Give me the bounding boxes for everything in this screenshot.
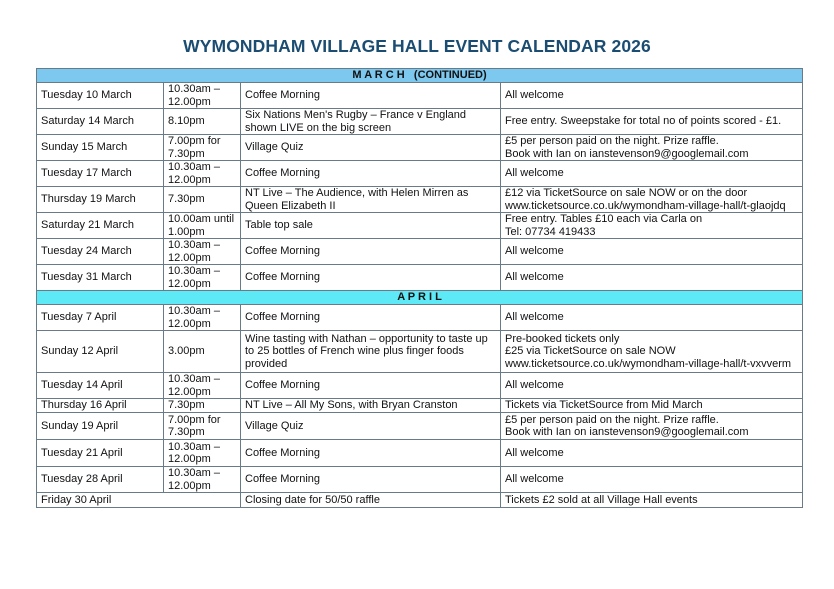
table-row [37, 161, 803, 187]
table-row [37, 413, 803, 440]
event-info [501, 265, 803, 291]
event-date: Tuesday 17 March [37, 161, 164, 187]
event-info [501, 109, 803, 135]
event-info-line: All welcome [505, 311, 564, 324]
event-name [241, 187, 501, 213]
event-date: Saturday 21 March [37, 213, 164, 239]
event-time-line: 12.00pm [168, 385, 211, 398]
table-row [37, 399, 803, 413]
event-time-line: 1.00pm [168, 225, 205, 238]
event-name-line: NT Live – The Audience, with Helen Mirren as [245, 187, 469, 199]
event-name-line: Village Quiz [245, 419, 304, 432]
event-time [164, 161, 241, 187]
event-info-line: Tickets £2 sold at all Village Hall events [505, 493, 698, 506]
event-name-line: Closing date for 50/50 raffle [245, 493, 380, 506]
event-name [241, 305, 501, 331]
event-date: Thursday 16 April [37, 399, 164, 413]
event-info [501, 213, 803, 239]
event-name [241, 109, 501, 135]
event-time-line: 8.10pm [168, 115, 205, 128]
event-name-line: Coffee Morning [245, 89, 321, 102]
event-time-line: 7.00pm for [168, 135, 221, 147]
event-name-line: Queen Elizabeth II [245, 199, 336, 212]
table-row [37, 493, 803, 508]
event-name [241, 239, 501, 265]
event-info [501, 331, 803, 373]
event-info-line: All welcome [505, 473, 564, 486]
event-time [164, 331, 241, 373]
event-name-line: Table top sale [245, 219, 313, 232]
event-name [241, 373, 501, 399]
table-row [37, 187, 803, 213]
event-name [241, 83, 501, 109]
event-info [501, 83, 803, 109]
event-info [501, 135, 803, 161]
event-name [241, 161, 501, 187]
event-name [241, 399, 501, 413]
event-time-line: 7.30pm [168, 193, 205, 206]
event-info [501, 440, 803, 467]
event-info-line: Tel: 07734 419433 [505, 225, 596, 238]
event-name [241, 331, 501, 373]
event-info-line: www.ticketsource.co.uk/wymondham-village-hall/t-vxvverm [505, 357, 792, 370]
event-time [164, 109, 241, 135]
event-name [241, 413, 501, 440]
event-time-line: 12.00pm [168, 173, 211, 186]
event-info-line: All welcome [505, 167, 564, 180]
event-time-line: 12.00pm [168, 95, 211, 108]
event-info [501, 399, 803, 413]
event-info-line: All welcome [505, 379, 564, 392]
event-name-line: shown LIVE on the big screen [245, 121, 392, 134]
event-name [241, 440, 501, 467]
event-name [241, 265, 501, 291]
event-name-line: to 25 bottles of French wine plus finger foods [245, 345, 464, 358]
table-row [37, 239, 803, 265]
event-info-line: £25 via TicketSource on sale NOW [505, 345, 676, 358]
table-row [37, 305, 803, 331]
event-time-line: 10.30am – [168, 467, 220, 479]
table-row [37, 467, 803, 493]
event-calendar-table [36, 68, 803, 508]
event-date: Friday 30 April [37, 493, 241, 508]
event-time-line: 12.00pm [168, 317, 211, 330]
table-row [37, 265, 803, 291]
event-name-line: Village Quiz [245, 141, 304, 154]
event-name-line: NT Live – All My Sons, with Bryan Cranston [245, 399, 458, 412]
event-name-line: Wine tasting with Nathan – opportunity to taste up [245, 332, 488, 345]
event-time [164, 467, 241, 493]
event-date: Sunday 19 April [37, 413, 164, 440]
event-name-line: Coffee Morning [245, 473, 321, 486]
month-header-row [37, 69, 803, 83]
event-time [164, 213, 241, 239]
event-info-line: All welcome [505, 271, 564, 284]
event-info [501, 239, 803, 265]
event-name-line: Coffee Morning [245, 271, 321, 284]
event-date: Sunday 12 April [37, 331, 164, 373]
table-row [37, 83, 803, 109]
event-time-line: 3.00pm [168, 345, 205, 358]
event-time [164, 305, 241, 331]
event-name-line: Coffee Morning [245, 311, 321, 324]
event-info-line: Book with Ian on ianstevenson9@googlemail.com [505, 147, 749, 160]
event-time [164, 135, 241, 161]
event-time-line: 10.30am – [168, 161, 220, 173]
event-info-line: £12 via TicketSource on sale NOW or on the door [505, 187, 748, 199]
event-info-line: £5 per person paid on the night. Prize raffle. [505, 413, 719, 426]
event-info-line: All welcome [505, 245, 564, 258]
event-date: Sunday 15 March [37, 135, 164, 161]
event-info [501, 467, 803, 493]
event-time [164, 399, 241, 413]
event-time-line: 10.30am – [168, 239, 220, 251]
event-info [501, 373, 803, 399]
table-row [37, 135, 803, 161]
event-date: Tuesday 31 March [37, 265, 164, 291]
event-info-line: Book with Ian on ianstevenson9@googlemail.com [505, 426, 749, 438]
event-time-line: 12.00pm [168, 479, 211, 492]
event-info [501, 305, 803, 331]
event-time-line: 10.30am – [168, 373, 220, 385]
event-time-line: 10.30am – [168, 265, 220, 277]
event-info [501, 187, 803, 213]
event-time-line: 12.00pm [168, 453, 211, 465]
event-name-line: Coffee Morning [245, 446, 321, 459]
event-time [164, 83, 241, 109]
event-info-line: All welcome [505, 89, 564, 102]
table-row [37, 373, 803, 399]
table-row [37, 331, 803, 373]
event-time-line: 7.30pm [168, 399, 205, 412]
event-time [164, 265, 241, 291]
event-info-line: www.ticketsource.co.uk/wymondham-village-hall/t-glaojdq [505, 199, 786, 212]
event-time [164, 440, 241, 467]
event-name [241, 213, 501, 239]
event-date: Tuesday 14 April [37, 373, 164, 399]
event-time-line: 12.00pm [168, 251, 211, 264]
event-time-line: 10.30am – [168, 83, 220, 95]
month-header-row [37, 291, 803, 305]
month-heading: A P R I L [37, 291, 803, 305]
event-info [501, 413, 803, 440]
month-heading: M A R C H (CONTINUED) [37, 69, 803, 83]
event-time [164, 373, 241, 399]
event-date: Tuesday 7 April [37, 305, 164, 331]
event-name-line: Six Nations Men's Rugby – France v England [245, 109, 466, 121]
event-time-line: 10.30am – [168, 440, 220, 453]
event-date: Tuesday 28 April [37, 467, 164, 493]
event-info-line: Free entry. Sweepstake for total no of points scored - £1. [505, 115, 782, 128]
event-info-line: £5 per person paid on the night. Prize raffle. [505, 135, 719, 147]
event-info [501, 493, 803, 508]
table-row [37, 440, 803, 467]
event-info-line: Free entry. Tables £10 each via Carla on [505, 213, 703, 225]
event-name-line: provided [245, 357, 288, 370]
event-time-line: 7.30pm [168, 147, 205, 160]
event-name [241, 493, 501, 508]
event-info-line: Tickets via TicketSource from Mid March [505, 399, 703, 412]
event-name [241, 467, 501, 493]
event-time-line: 7.30pm [168, 426, 205, 438]
event-date: Tuesday 24 March [37, 239, 164, 265]
event-date: Tuesday 21 April [37, 440, 164, 467]
event-time [164, 187, 241, 213]
table-row [37, 213, 803, 239]
event-date: Saturday 14 March [37, 109, 164, 135]
event-info [501, 161, 803, 187]
event-time-line: 10.00am until [168, 213, 235, 225]
event-date: Thursday 19 March [37, 187, 164, 213]
event-date: Tuesday 10 March [37, 83, 164, 109]
table-row [37, 109, 803, 135]
event-time [164, 413, 241, 440]
event-name-line: Coffee Morning [245, 379, 321, 392]
event-info-line: All welcome [505, 446, 564, 459]
event-name-line: Coffee Morning [245, 245, 321, 258]
event-name [241, 135, 501, 161]
event-time [164, 239, 241, 265]
event-name-line: Coffee Morning [245, 167, 321, 180]
event-time-line: 10.30am – [168, 305, 220, 317]
event-info-line: Pre-booked tickets only [505, 332, 620, 345]
page-title: WYMONDHAM VILLAGE HALL EVENT CALENDAR 2026 [183, 36, 651, 56]
event-time-line: 7.00pm for [168, 413, 221, 426]
event-time-line: 12.00pm [168, 277, 211, 290]
